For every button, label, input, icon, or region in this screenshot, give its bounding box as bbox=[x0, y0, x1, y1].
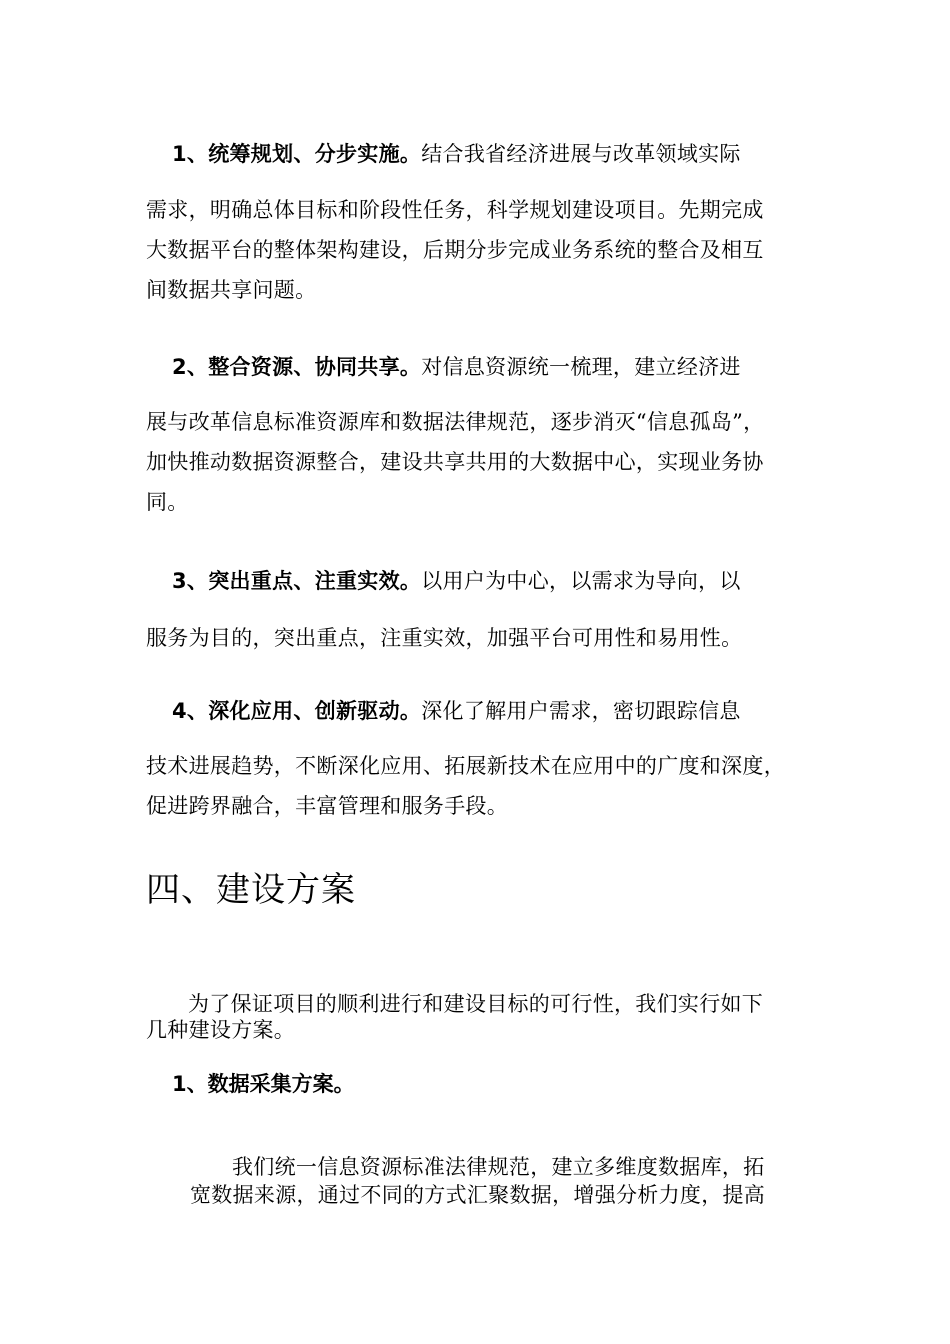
principle-2-text-1: 对信息资源统一梳理，建立经济进 bbox=[421, 355, 741, 379]
principle-1-line-3: 大数据平台的整体架构建设，后期分步完成业务系统的整合及相互 bbox=[146, 238, 764, 262]
section-heading: 四、建设方案 bbox=[146, 870, 356, 910]
principle-3-lead: 3、突出重点、注重实效。 bbox=[172, 569, 422, 593]
principle-3-text-1: 以用户为中心，以需求为导向，以 bbox=[421, 569, 741, 593]
subsection-line-2: 宽数据来源，通过不同的方式汇聚数据，增强分析力度，提高 bbox=[190, 1183, 766, 1207]
section-intro-line-1: 为了保证项目的顺利进行和建设目标的可行性，我们实行如下 bbox=[188, 992, 764, 1016]
principle-4-lead: 4、深化应用、创新驱动。 bbox=[172, 699, 422, 723]
principle-1-line-1 bbox=[172, 138, 741, 168]
principle-1-text-1: 结合我省经济进展与改革领域实际 bbox=[421, 142, 741, 166]
principle-1-lead: 1、统筹规划、分步实施。 bbox=[172, 142, 422, 166]
principle-2-line-4: 同。 bbox=[146, 490, 189, 514]
principle-3-line-2: 服务为目的，突出重点，注重实效，加强平台可用性和易用性。 bbox=[146, 626, 743, 650]
principle-4-line-1 bbox=[172, 695, 741, 725]
principle-1-line-2: 需求，明确总体目标和阶段性任务，科学规划建设项目。先期完成 bbox=[146, 198, 764, 222]
principle-4-line-2: 技术进展趋势，不断深化应用、拓展新技术在应用中的广度和深度， bbox=[146, 754, 785, 778]
principle-2-lead: 2、整合资源、协同共享。 bbox=[172, 355, 422, 379]
principle-3-line-1 bbox=[172, 565, 741, 595]
principle-4-line-3: 促进跨界融合，丰富管理和服务手段。 bbox=[146, 794, 509, 818]
principle-2-line-1 bbox=[172, 351, 741, 381]
principle-2-line-3: 加快推动数据资源整合，建设共享共用的大数据中心，实现业务协 bbox=[146, 450, 764, 474]
principle-1-line-4: 间数据共享问题。 bbox=[146, 278, 317, 302]
subsection-heading: 1、数据采集方案。 bbox=[172, 1072, 355, 1096]
subsection-line-1: 我们统一信息资源标准法律规范，建立多维度数据库，拓 bbox=[232, 1155, 765, 1179]
section-intro-line-2: 几种建设方案。 bbox=[146, 1018, 296, 1042]
principle-4-text-1: 深化了解用户需求，密切跟踪信息 bbox=[421, 699, 741, 723]
principle-2-line-2: 展与改革信息标准资源库和数据法律规范，逐步消灭“信息孤岛”， bbox=[146, 410, 765, 434]
